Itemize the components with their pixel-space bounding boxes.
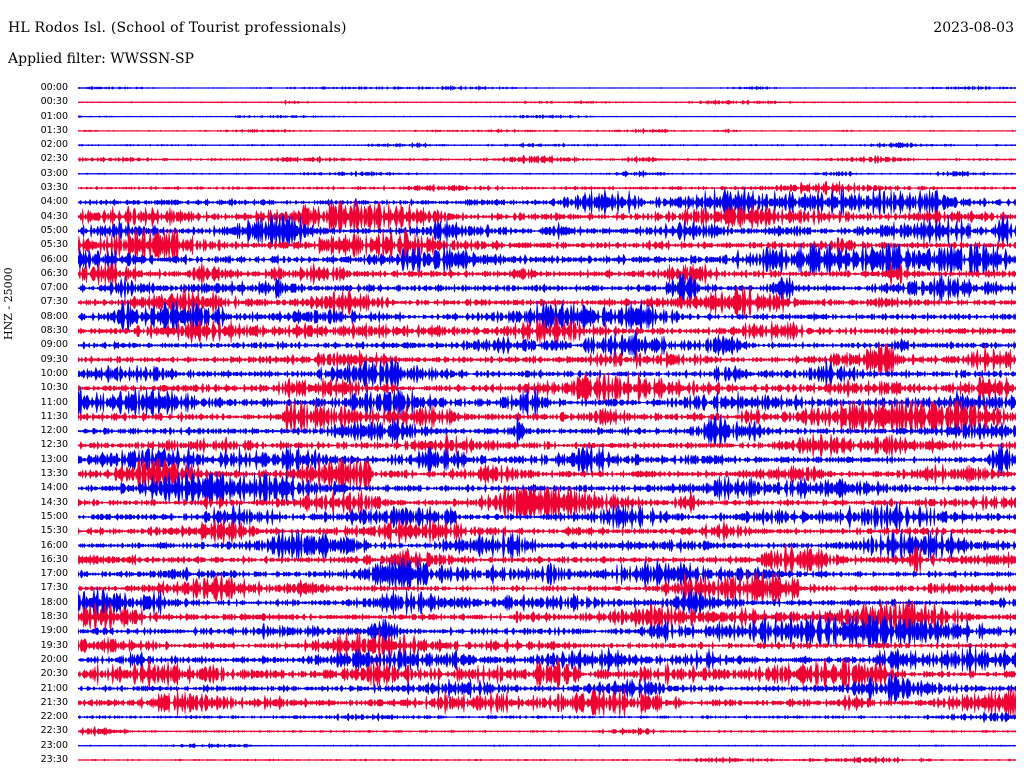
page-title: HL Rodos Isl. (School of Tourist professionals) (8, 20, 347, 36)
time-tick-label: 11:30 (40, 410, 68, 422)
time-tick-label: 19:00 (40, 625, 68, 637)
time-tick-label: 13:00 (40, 453, 68, 465)
time-tick-label: 04:30 (40, 210, 68, 222)
time-tick-label: 23:30 (40, 754, 68, 765)
time-tick-labels (0, 82, 74, 766)
time-tick-label: 03:00 (40, 167, 68, 179)
helicorder-plot (78, 82, 1016, 766)
time-tick-label: 17:30 (40, 582, 68, 594)
time-tick-label: 14:00 (40, 482, 68, 494)
time-tick-label: 03:30 (40, 182, 68, 194)
time-tick-label: 00:30 (40, 96, 68, 108)
time-tick-label: 07:30 (40, 296, 68, 308)
time-tick-label: 18:00 (40, 596, 68, 608)
time-tick-label: 10:00 (40, 367, 68, 379)
time-tick-label: 11:00 (40, 396, 68, 408)
time-tick-label: 20:00 (40, 653, 68, 665)
helicorder-traces (78, 82, 1016, 766)
time-tick-label: 08:00 (40, 310, 68, 322)
time-tick-label: 21:30 (40, 696, 68, 708)
time-tick-label: 15:00 (40, 510, 68, 522)
time-tick-label: 02:30 (40, 153, 68, 165)
time-tick-label: 05:00 (40, 224, 68, 236)
time-tick-label: 22:00 (40, 711, 68, 723)
time-tick-label: 15:30 (40, 525, 68, 537)
time-tick-label: 09:00 (40, 339, 68, 351)
time-tick-label: 16:30 (40, 553, 68, 565)
time-tick-label: 10:30 (40, 382, 68, 394)
time-tick-label: 02:00 (40, 139, 68, 151)
y-axis-title: HNZ - 25000 (2, 267, 15, 340)
time-tick-label: 20:30 (40, 668, 68, 680)
time-tick-label: 22:30 (40, 725, 68, 737)
time-tick-label: 04:00 (40, 196, 68, 208)
time-tick-label: 17:00 (40, 568, 68, 580)
time-tick-label: 09:30 (40, 353, 68, 365)
time-tick-label: 13:30 (40, 468, 68, 480)
time-tick-label: 01:30 (40, 124, 68, 136)
time-tick-label: 08:30 (40, 325, 68, 337)
time-tick-label: 12:00 (40, 425, 68, 437)
time-tick-label: 01:00 (40, 110, 68, 122)
time-tick-label: 21:00 (40, 682, 68, 694)
time-tick-label: 06:00 (40, 253, 68, 265)
time-tick-label: 23:00 (40, 739, 68, 751)
time-tick-label: 06:30 (40, 267, 68, 279)
date-label: 2023-08-03 (933, 20, 1014, 36)
time-tick-label: 12:30 (40, 439, 68, 451)
time-tick-label: 18:30 (40, 611, 68, 623)
time-tick-label: 19:30 (40, 639, 68, 651)
filter-label: Applied filter: WWSSN-SP (8, 51, 194, 67)
time-tick-label: 07:00 (40, 282, 68, 294)
time-tick-label: 05:30 (40, 239, 68, 251)
time-tick-label: 14:30 (40, 496, 68, 508)
time-tick-label: 16:00 (40, 539, 68, 551)
time-tick-label: 00:00 (40, 82, 68, 93)
